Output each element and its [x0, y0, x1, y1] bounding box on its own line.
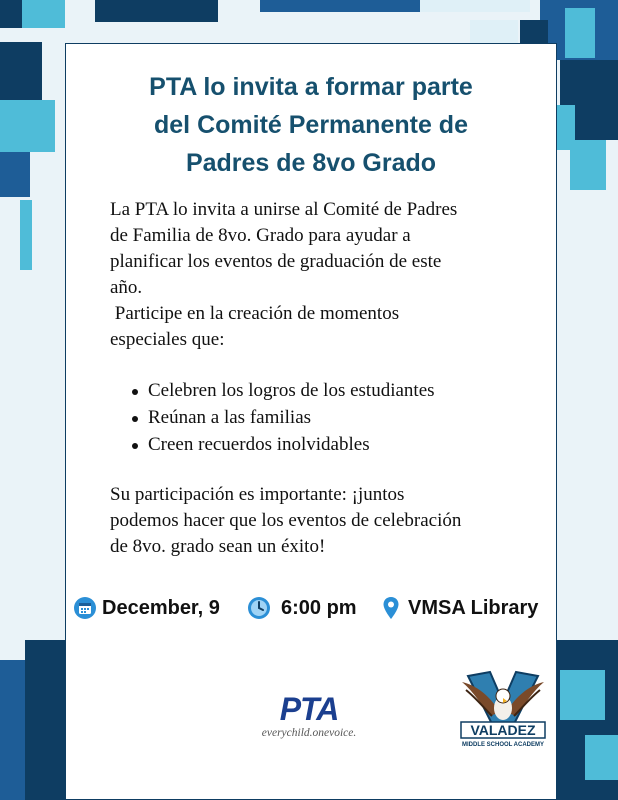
title-line-2: del Comité Permanente de	[154, 111, 468, 139]
event-location	[382, 592, 538, 624]
closing-line: de 8vo. grado sean un éxito!	[110, 536, 326, 557]
decor-block	[565, 8, 595, 58]
decor-block	[0, 660, 25, 800]
event-date	[74, 592, 220, 624]
pta-tagline: everychild.onevoice.	[261, 727, 357, 739]
participate-line: Participe en la creación de momentos	[110, 303, 400, 324]
decor-block	[570, 140, 606, 190]
decor-block	[260, 0, 420, 12]
intro-line: año.	[110, 277, 143, 298]
decor-block	[420, 0, 530, 12]
calendar-icon	[74, 597, 96, 619]
valadez-school-logo	[460, 662, 546, 754]
school-subtitle-text: MIDDLE SCHOOL ACADEMY	[461, 742, 545, 748]
list-item: Creen recuerdos inolvidables	[110, 431, 540, 458]
flyer-title	[66, 68, 556, 182]
decor-block	[0, 100, 55, 152]
event-date-text: December, 9	[102, 596, 220, 619]
decor-block	[20, 200, 32, 270]
intro-line: planificar los eventos de graduación de este	[110, 251, 442, 272]
clock-icon	[247, 596, 271, 620]
list-item: Reúnan a las familias	[110, 404, 540, 431]
participate-line: especiales que:	[110, 329, 225, 350]
closing-line: Su participación es importante: ¡juntos	[110, 484, 405, 505]
closing-line: podemos hacer que los eventos de celebración	[110, 510, 462, 531]
decor-block	[555, 105, 575, 150]
decor-block	[585, 735, 618, 780]
event-time-text: 6:00 pm	[281, 596, 357, 619]
list-item: Celebren los logros de los estudiantes	[110, 377, 540, 404]
intro-line: de Familia de 8vo. Grado para ayudar a	[110, 225, 411, 246]
pta-logo-mark: PTA	[279, 691, 339, 727]
decor-block	[0, 0, 22, 28]
flyer-body	[110, 197, 540, 560]
title-line-1: PTA lo invita a formar parte	[149, 73, 473, 101]
decor-block	[25, 640, 65, 800]
pta-logo	[250, 692, 368, 752]
intro-line: La PTA lo invita a unirse al Comité de Padres	[110, 199, 458, 220]
decor-block	[95, 0, 218, 22]
decor-block	[560, 670, 605, 720]
event-location-text: VMSA Library	[408, 596, 539, 619]
location-pin-icon	[382, 596, 400, 620]
bullet-list	[110, 377, 540, 458]
school-name-text: VALADEZ	[470, 722, 536, 738]
event-time	[247, 592, 357, 624]
decor-block	[0, 42, 42, 100]
title-line-3: Padres de 8vo Grado	[185, 149, 437, 177]
decor-block	[0, 152, 30, 197]
